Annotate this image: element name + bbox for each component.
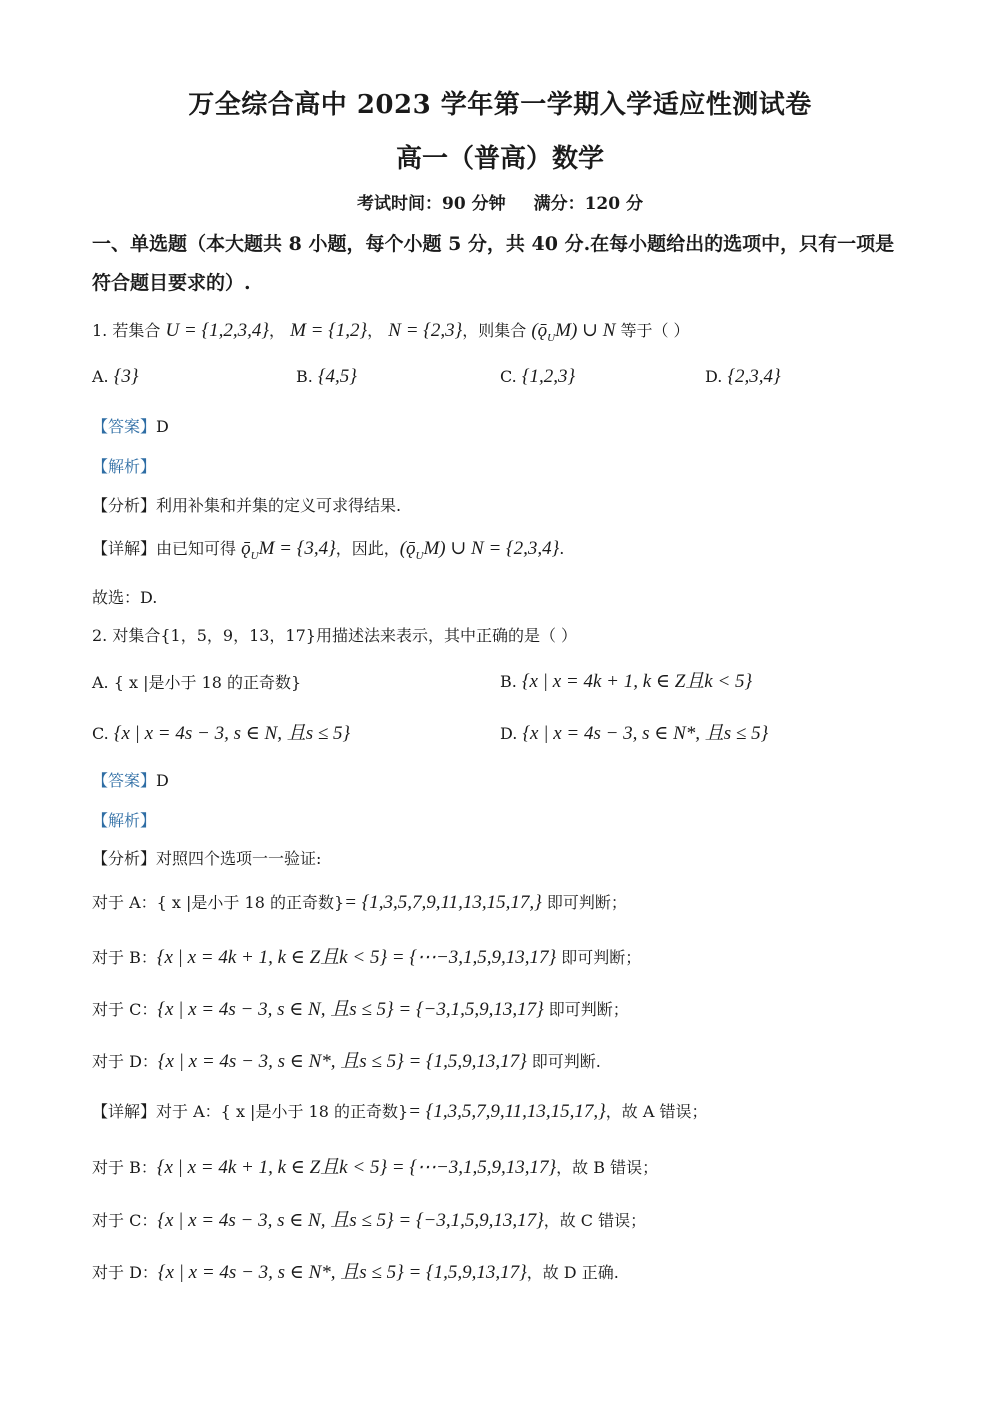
q1-analysis-tag: 【解析】 <box>92 457 157 476</box>
q1-option-d: D. {2,3,4} <box>705 366 781 387</box>
section-heading-line2: 符合题目要求的）. <box>92 272 251 294</box>
q1-expression: $(ǭ_UM)$ ∪ N <box>531 320 616 344</box>
q1-detail: 【详解】由已知可得 $ǭ_UM = \{3,4\}$，因此，$(ǭ_UM)$ ∪ N = {2,3,4}. <box>92 538 565 562</box>
q1-stem: 1. 若集合 U = {1,2,3,4}， M = {1,2}， N = {2,3}，则集合 $(ǭ_UM)$ ∪ N 等于（ ） <box>92 320 690 344</box>
q1-answer: 【答案】D <box>92 417 169 436</box>
q2-detail-line-d: 对于 D：{x | x = 4s − 3, s ∈ N*, 且s ≤ 5} = {1,5,9,13,17}，故 D 正确. <box>92 1262 619 1283</box>
exam-score: 满分：120 分 <box>533 194 643 214</box>
q2-option-b: B. {x | x = 4k + 1, k ∈ Z且k < 5} <box>500 671 753 692</box>
q1-option-b: B. {4,5} <box>296 366 357 387</box>
q1-set-n: N = {2,3} <box>388 320 463 341</box>
q2-option-a: A. { x |是小于 18 的正奇数} <box>92 673 302 692</box>
q2-option-c: C. {x | x = 4s − 3, s ∈ N, 且s ≤ 5} <box>92 723 351 744</box>
q2-fenxi-line-b: 对于 B：{x | x = 4k + 1, k ∈ Z且k < 5} = {⋯−3,1,5,9,13,17} 即可判断； <box>92 947 642 968</box>
q2-fenxi-line-d: 对于 D：{x | x = 4s − 3, s ∈ N*, 且s ≤ 5} = {1,5,9,13,17} 即可判断. <box>92 1051 601 1072</box>
q2-detail-line-b: 对于 B：{x | x = 4k + 1, k ∈ Z且k < 5} = {⋯−3,1,5,9,13,17}，故 B 错误； <box>92 1157 659 1178</box>
q1-option-c: C. {1,2,3} <box>500 366 576 387</box>
exam-time: 考试时间：90 分钟 <box>357 194 506 214</box>
q1-option-a: A. {3} <box>92 366 139 387</box>
q2-stem: 2. 对集合{1，5，9，13，17}用描述法来表示，其中正确的是（ ） <box>92 626 578 645</box>
exam-subtitle: 高一（普高）数学 <box>395 144 604 174</box>
q2-fenxi: 【分析】对照四个选项一一验证: <box>92 849 322 868</box>
q1-set-u: U = {1,2,3,4} <box>165 320 269 341</box>
section-heading-line1: 一、单选题（本大题共 8 小题，每个小题 5 分，共 40 分.在每小题给出的选项中，只有一项是 <box>92 233 895 255</box>
q2-option-d: D. {x | x = 4s − 3, s ∈ N*, 且s ≤ 5} <box>500 723 769 744</box>
q1-conclusion: 故选：D. <box>92 588 158 607</box>
q2-analysis-tag: 【解析】 <box>92 811 157 830</box>
q2-answer: 【答案】D <box>92 771 169 790</box>
q2-detail-line-c: 对于 C：{x | x = 4s − 3, s ∈ N, 且s ≤ 5} = {−3,1,5,9,13,17}，故 C 错误； <box>92 1210 647 1231</box>
exam-title: 万全综合高中 2023 学年第一学期入学适应性测试卷 <box>188 90 812 120</box>
q2-detail-line-a: 【详解】对于 A：{ x |是小于 18 的正奇数}= {1,3,5,7,9,11,13,15,17,}，故 A 错误； <box>92 1101 708 1122</box>
q1-fenxi: 【分析】利用补集和并集的定义可求得结果. <box>92 496 402 515</box>
q2-fenxi-line-c: 对于 C：{x | x = 4s − 3, s ∈ N, 且s ≤ 5} = {−3,1,5,9,13,17} 即可判断； <box>92 999 629 1020</box>
exam-info <box>0 189 1000 214</box>
q1-set-m: M = {1,2} <box>290 320 368 341</box>
q2-fenxi-line-a: 对于 A：{ x |是小于 18 的正奇数}= {1,3,5,7,9,11,13,15,17,} 即可判断； <box>92 892 627 913</box>
